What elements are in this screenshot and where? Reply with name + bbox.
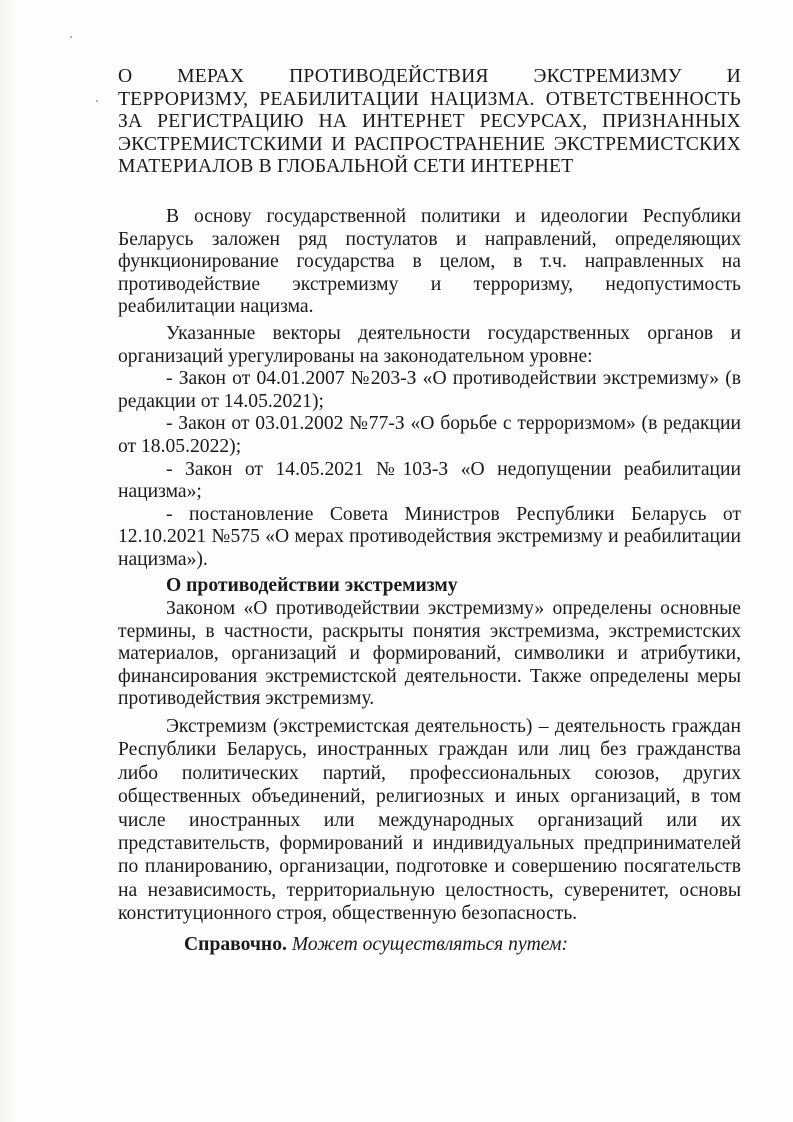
intro-paragraph: В основу государственной политики и идеологии Республики Беларусь заложен ряд постулатов и направлений, определяющих функционирование государства в целом, в т.ч. направленных на противодействие экстремизму и терроризму, недопустимость реабилитации нацизма. (118, 205, 741, 318)
section-heading: О противодействии экстремизму (166, 575, 458, 597)
title-line: МАТЕРИАЛОВ В ГЛОБАЛЬНОЙ СЕТИ ИНТЕРНЕТ (118, 156, 574, 178)
reference-text: Может осуществляться путем: (291, 933, 569, 955)
law-item: - Закон от 14.05.2021 №103-З «О недопущении реабилитации нацизма»; (118, 458, 741, 503)
vectors-paragraph: Указанные векторы деятельности государственных органов и организаций урегулированы на законодательном уровне: (118, 322, 741, 367)
title-line: ТЕРРОРИЗМУ, РЕАБИЛИТАЦИИ НАЦИЗМА. ОТВЕТСТВЕННОСТЬ (118, 88, 741, 110)
title-line: ЗА РЕГИСТРАЦИЮ НА ИНТЕРНЕТ РЕСУРСАХ, ПРИЗНАННЫХ (118, 111, 741, 133)
law-text-paragraph: Законом «О противодействии экстремизму» определены основные термины, в частности, раскрыты понятия экстремизма, экстремистских материалов, организаций и формирований, символики и атрибутики, финансирования экстремистской деятельности. Также определены меры противодействия экстремизму. (118, 598, 741, 710)
title-line: ЭКСТРЕМИСТСКИМИ И РАСПРОСТРАНЕНИЕ ЭКСТРЕМИСТСКИХ (118, 133, 741, 155)
definition-paragraph: Экстремизм (экстремистская деятельность) – деятельность граждан Республики Беларусь, иностранных граждан или лиц без гражданства либо политических партий, профессиональных союзов, других общественных объединений, религиозных и иных организаций, в том числе иностранных или международных организаций или их представительств, формирований и индивидуальных предпринимателей по планированию, организации, подготовке и совершению посягательств на независимость, территориальную целостность, суверенитет, основы конституционного строя, общественную безопасность. (118, 716, 741, 925)
reference-label: Справочно. (184, 933, 287, 955)
scan-speck (70, 36, 72, 38)
scan-speck (96, 100, 98, 102)
law-item: - Закон от 03.01.2002 №77-З «О борьбе с терроризмом» (в редакции от 18.05.2022); (118, 413, 741, 457)
document-title (118, 66, 741, 179)
reference-note (118, 934, 741, 957)
law-item: - Закон от 04.01.2007 №203-З «О противодействии экстремизму» (в редакции от 14.05.2021); (118, 368, 741, 412)
law-item: - постановление Совета Министров Республики Беларусь от 12.10.2021 №575 «О мерах противодействия экстремизму и реабилитации нацизма»). (118, 503, 741, 570)
title-line: О МЕРАХ ПРОТИВОДЕЙСТВИЯ ЭКСТРЕМИЗМУ И (118, 66, 741, 87)
